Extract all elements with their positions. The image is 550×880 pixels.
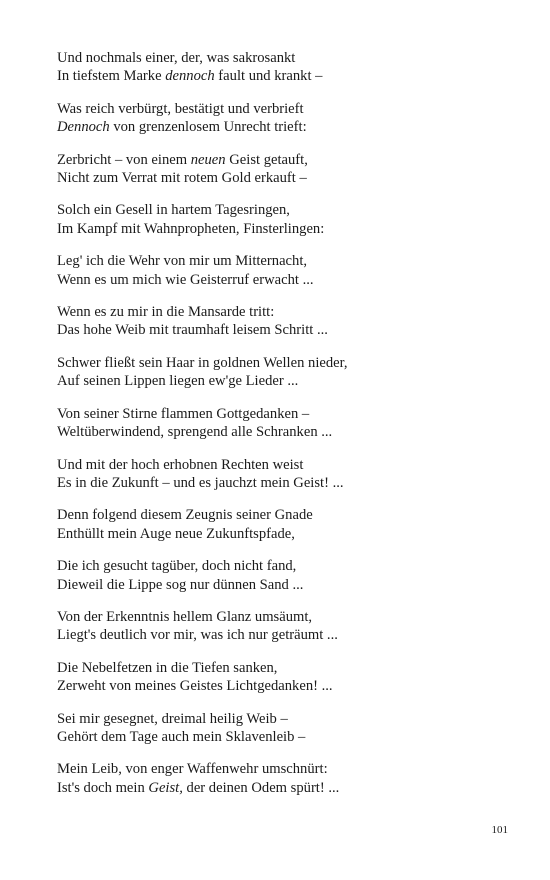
emphasized-word: dennoch — [165, 68, 215, 85]
poem-line — [57, 271, 497, 289]
line-text: der deinen Odem spürt! ... — [182, 779, 340, 796]
poem-line — [57, 728, 497, 746]
poem-line — [57, 626, 497, 644]
poem-line — [57, 474, 497, 492]
stanza — [57, 201, 497, 238]
line-text: Ist's doch mein — [57, 779, 149, 796]
line-text: Von seiner Stirne flammen Gottgedanken – — [57, 405, 310, 422]
poem-line — [57, 405, 497, 423]
line-text: Wenn es zu mir in die Mansarde tritt: — [57, 304, 275, 321]
poem-line — [57, 710, 497, 728]
poem-line — [57, 169, 497, 187]
line-text: Enthüllt mein Auge neue Zukunftspfade, — [57, 525, 295, 542]
stanza — [57, 49, 497, 86]
stanza — [57, 710, 497, 747]
poem-line — [57, 252, 497, 270]
emphasized-word: Dennoch — [57, 119, 110, 136]
line-text: Schwer fließt sein Haar in goldnen Wellen nieder, — [57, 354, 348, 371]
poem-line — [57, 100, 497, 118]
line-text: Solch ein Gesell in hartem Tagesringen, — [57, 202, 290, 219]
line-text: Und nochmals einer, der, was sakrosankt — [57, 50, 296, 66]
line-text: fault und krankt – — [214, 68, 323, 85]
stanza — [57, 303, 497, 340]
poem-line — [57, 49, 497, 67]
line-text: Weltüberwindend, sprengend alle Schranken ... — [57, 424, 333, 441]
line-text: Mein Leib, von enger Waffenwehr umschnürt: — [57, 761, 328, 778]
line-text: Und mit der hoch erhobnen Rechten weist — [57, 456, 304, 473]
poem-line — [57, 525, 497, 543]
poem-line — [57, 372, 497, 390]
poem-line — [57, 608, 497, 626]
poem-line — [57, 151, 497, 169]
line-text: Das hohe Weib mit traumhaft leisem Schritt ... — [57, 322, 328, 339]
poem-line — [57, 456, 497, 474]
poem-line — [57, 677, 497, 695]
poem-line — [57, 423, 497, 441]
line-text: Gehört dem Tage auch mein Sklavenleib – — [57, 728, 306, 745]
poem-line — [57, 201, 497, 219]
line-text: Was reich verbürgt, bestätigt und verbrieft — [57, 100, 304, 117]
line-text: Von der Erkenntnis hellem Glanz umsäumt, — [57, 608, 313, 625]
line-text: Dieweil die Lippe sog nur dünnen Sand ... — [57, 576, 304, 593]
stanza — [57, 659, 497, 696]
poem-line — [57, 303, 497, 321]
stanza — [57, 506, 497, 543]
line-text: Denn folgend diesem Zeugnis seiner Gnade — [57, 507, 313, 524]
poem-line — [57, 118, 497, 136]
line-text: Zerbricht – von einem — [57, 151, 191, 168]
poem-line — [57, 760, 497, 778]
line-text: Die Nebelfetzen in die Tiefen sanken, — [57, 659, 278, 676]
stanza — [57, 456, 497, 493]
poem-line — [57, 779, 497, 797]
page-number: 101 — [491, 824, 508, 836]
stanza — [57, 100, 497, 137]
line-text: Auf seinen Lippen liegen ew'ge Lieder ... — [57, 373, 299, 390]
stanza — [57, 608, 497, 645]
poem-line — [57, 321, 497, 339]
poem-line — [57, 67, 497, 85]
poem-line — [57, 220, 497, 238]
line-text: Nicht zum Verrat mit rotem Gold erkauft – — [57, 170, 307, 187]
line-text: In tiefstem Marke — [57, 68, 166, 85]
poem-line — [57, 659, 497, 677]
poem-line — [57, 576, 497, 594]
line-text: Es in die Zukunft – und es jauchzt mein Geist! ... — [57, 474, 344, 491]
emphasized-word: Geist, — [148, 779, 183, 796]
line-text: Im Kampf mit Wahnpropheten, Finsterlingen: — [57, 220, 325, 237]
line-text: Leg' ich die Wehr von mir um Mitternacht, — [57, 253, 308, 270]
line-text: Sei mir gesegnet, dreimal heilig Weib – — [57, 710, 288, 727]
stanza — [57, 760, 497, 797]
line-text: Zerweht von meines Geistes Lichtgedanken! ... — [57, 678, 333, 695]
line-text: Geist getauft, — [225, 151, 308, 168]
poem-line — [57, 557, 497, 575]
stanza — [57, 405, 497, 442]
emphasized-word: neuen — [190, 151, 226, 168]
line-text: Wenn es um mich wie Geisterruf erwacht ... — [57, 271, 314, 288]
stanza — [57, 252, 497, 289]
line-text: von grenzenlosem Unrecht trieft: — [109, 119, 307, 136]
stanza — [57, 151, 497, 188]
stanza — [57, 557, 497, 594]
line-text: Die ich gesucht tagüber, doch nicht fand, — [57, 558, 297, 575]
poem-line — [57, 506, 497, 524]
poem-line — [57, 354, 497, 372]
stanza — [57, 354, 497, 391]
line-text: Liegt's deutlich vor mir, was ich nur geträumt ... — [57, 627, 338, 644]
poem-text — [57, 49, 497, 811]
